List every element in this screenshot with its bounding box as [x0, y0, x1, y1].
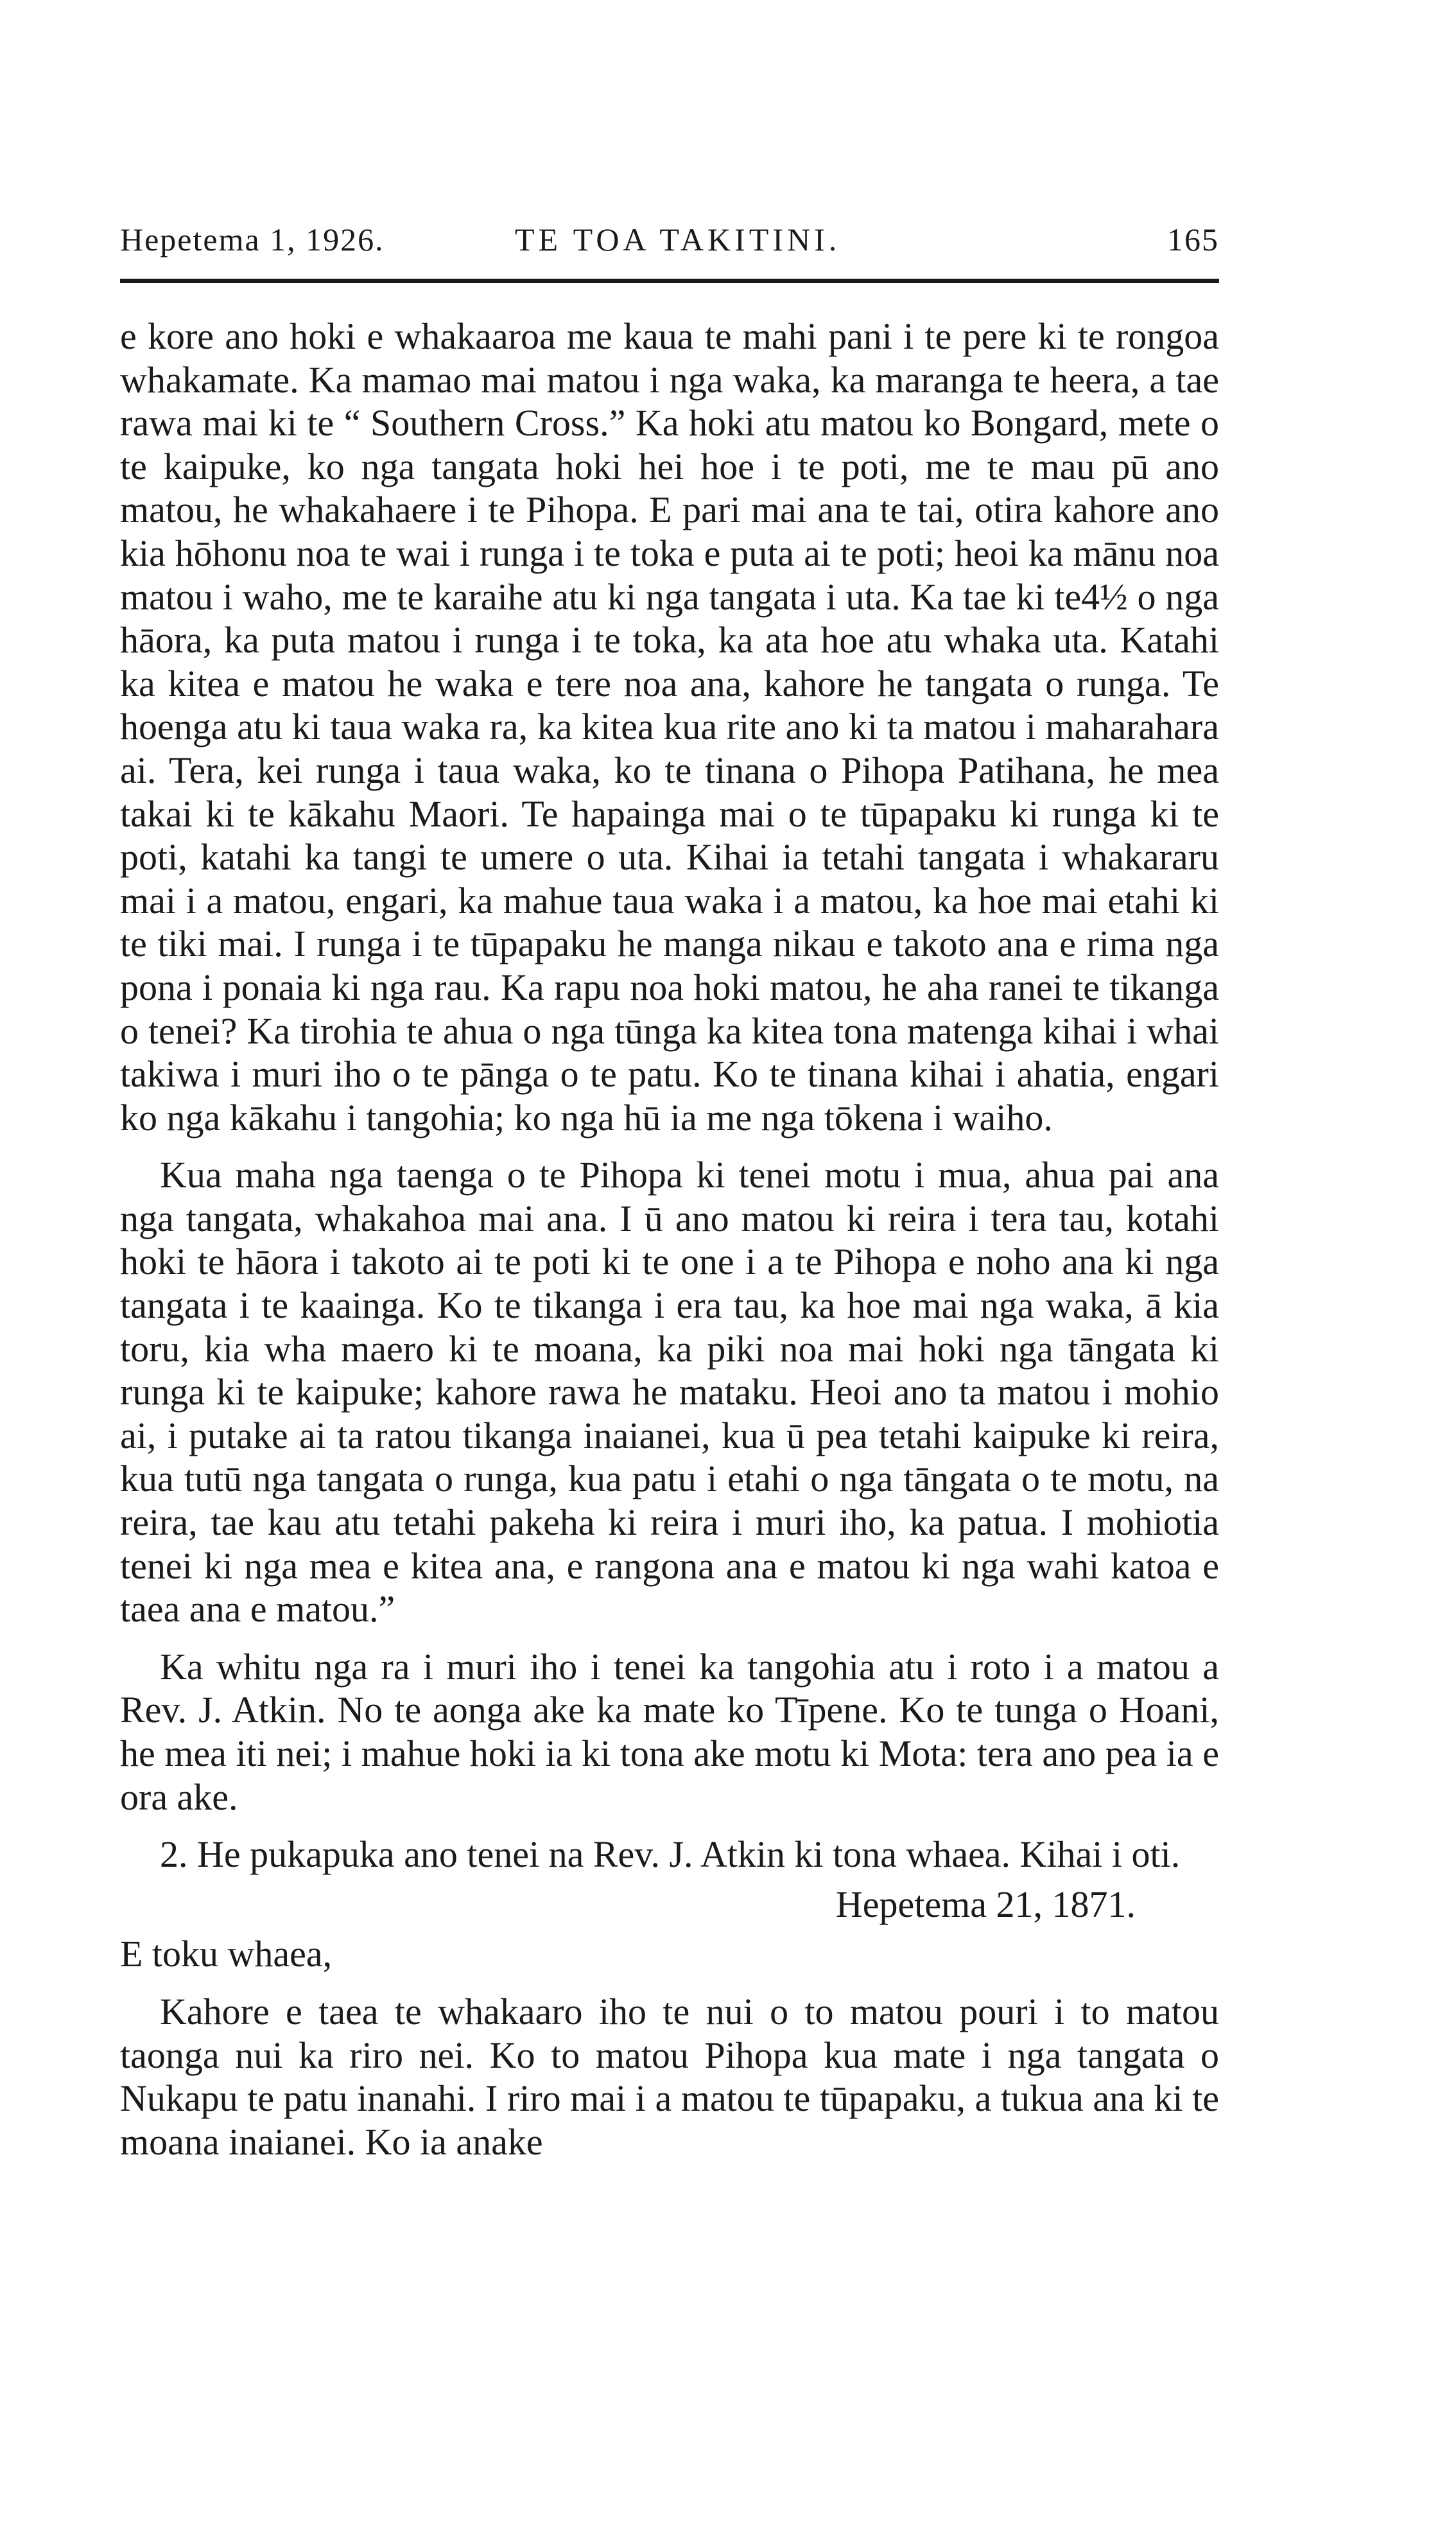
header-date: Hepetema 1, 1926.	[120, 222, 385, 258]
header-page-number: 165	[1167, 222, 1219, 258]
paragraph: e kore ano hoki e whakaaroa me kaua te mahi pani i te pere ki te rongoa whakamate. Ka mamao mai matou i nga waka, ka maranga te heera, a tae rawa mai ki te “ Southern Cross.” Ka hoki atu matou ko Bongard, mete o te kaipuke, ko nga tangata hoki hei hoe i te poti, me te mau pū ano matou, he whakahaere i te Pihopa. E pari mai ana te tai, otira kahore ano kia hōhonu noa te wai i runga i te toka e puta ai te poti; heoi ka mānu noa matou i waho, me te karaihe atu ki nga tangata i uta. Ka tae ki te4½ o nga hāora, ka puta matou i runga i te toka, ka ata hoe atu whaka uta. Katahi ka kitea e matou he waka e tere noa ana, kahore he tangata o runga. Te hoenga atu ki taua waka ra, ka kitea kua rite ano ki ta matou i maharahara ai. Tera, kei runga i taua waka, ko te tinana o Pihopa Patihana, he mea takai ki te kākahu Maori. Te hapainga mai o te tūpapaku ki runga ki te poti, katahi ka tangi te umere o uta. Kihai ia tetahi tangata i whakararu mai i a matou, engari, ka mahue taua waka i a matou, ka hoe mai etahi ki te tiki mai. I runga i te tūpapaku he manga nikau e takoto ana e rima nga pona i ponaia ki nga rau. Ka rapu noa hoki matou, he aha ranei te tikanga o tenei? Ka tirohia te ahua o nga tūnga ka kitea tona matenga kihai i whai takiwa i muri iho o te pānga o te patu. Ko te tinana kihai i ahatia, engari ko nga kākahu i tangohia; ko nga hū ia me nga tōkena i waiho.	[120, 315, 1219, 1139]
letter-salutation: E toku whaea,	[120, 1933, 333, 1975]
body-text	[120, 315, 1219, 2163]
header-rule	[120, 279, 1219, 283]
running-header	[120, 221, 1219, 266]
paragraph: Kua maha nga taenga o te Pihopa ki tenei motu i mua, ahua pai ana nga tangata, whakahoa mai ana. I ū ano matou ki reira i tera tau, kotahi hoki te hāora i takoto ai te poti ki te one i a te Pihopa e noho ana ki nga tangata i te kaainga. Ko te tikanga i era tau, ka hoe mai nga waka, ā kia toru, kia wha maero ki te moana, ka piki noa mai hoki nga tāngata ki runga ki te kaipuke; kahore rawa he mataku. Heoi ano ta matou i mohio ai, i putake ai ta ratou tikanga inaianei, kua ū pea tetahi kaipuke ki reira, kua tutū nga tangata o runga, kua patu i etahi o nga tāngata o te motu, na reira, tae kau atu tetahi pakeha ki reira i muri iho, ka patua. I mohiotia tenei ki nga mea e kitea ana, e rangona ana e matou ki nga wahi katoa e taea ana e matou.”	[120, 1154, 1219, 1630]
paragraph: Ka whitu nga ra i muri iho i tenei ka tangohia atu i roto i a matou a Rev. J. Atkin. No te aonga ake ka mate ko Tīpene. Ko te tunga o Hoani, he mea iti nei; i mahue hoki ia ki tona ake motu ki Mota: tera ano pea ia e ora ake.	[120, 1645, 1219, 1818]
paragraph: Kahore e taea te whakaaro iho te nui o to matou pouri i to matou taonga nui ka riro nei. Ko to matou Pihopa kua mate i nga tangata o Nukapu te patu inanahi. I riro mai i a matou te tūpapaku, a tukua ana ki te moana inaianei. Ko ia anake	[120, 1990, 1219, 2163]
header-journal-title: TE TOA TAKITINI.	[515, 222, 841, 258]
paragraph: 2. He pukapuka ano tenei na Rev. J. Atkin ki tona whaea. Kihai i oti.	[160, 1833, 1181, 1876]
letter-dateline: Hepetema 21, 1871.	[835, 1883, 1136, 1925]
